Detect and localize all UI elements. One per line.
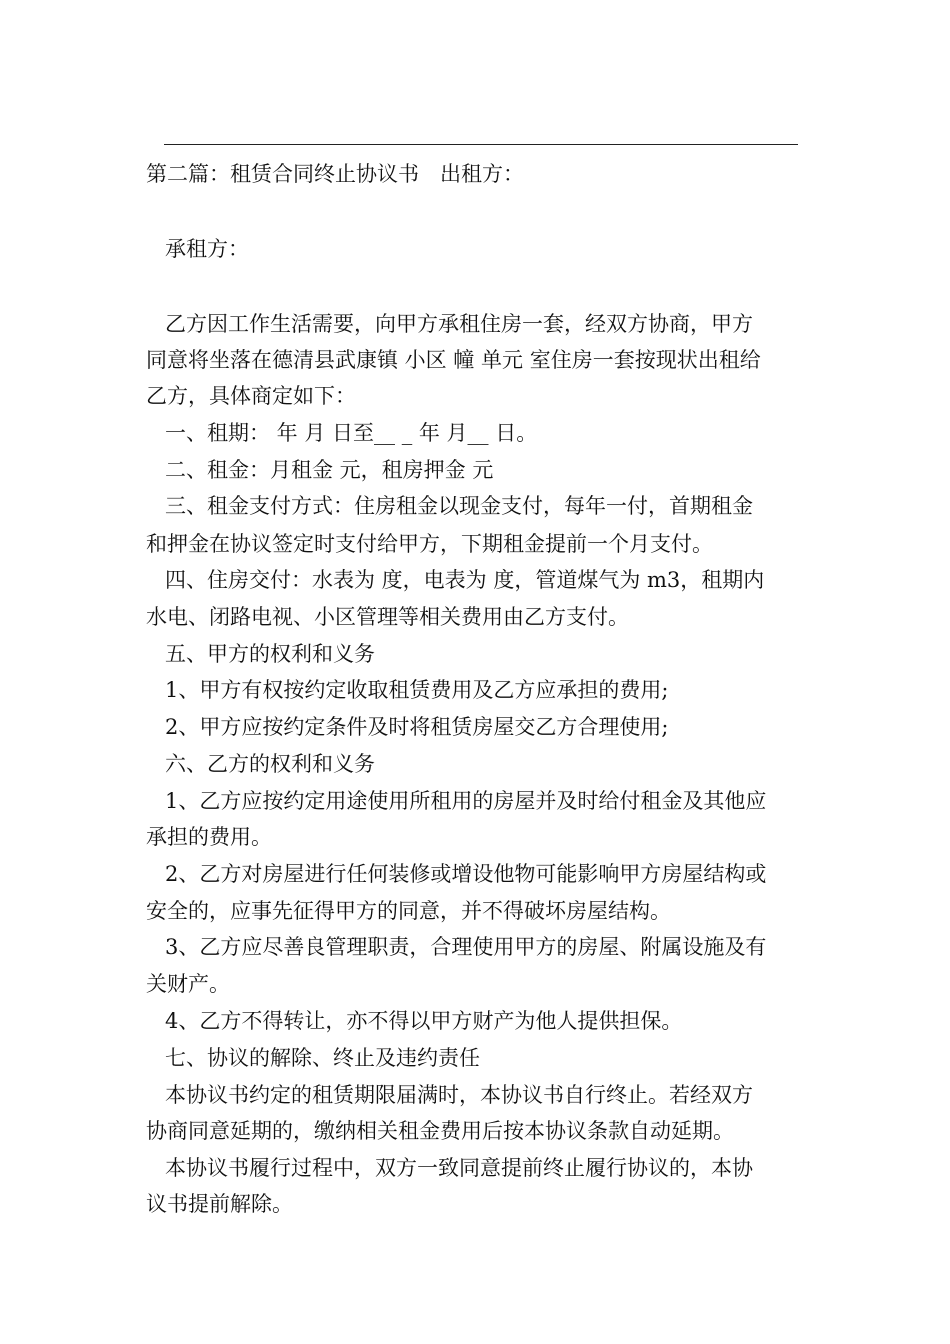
paragraph-line: 协商同意延期的，缴纳相关租金费用后按本协议条款自动延期。 [146, 1119, 734, 1143]
clause-line: 关财产。 [146, 972, 230, 996]
clause-line: 安全的，应事先征得甲方的同意，并不得破坏房屋结构。 [146, 899, 671, 923]
clause-line: 1、甲方有权按约定收取租赁费用及乙方应承担的费用; [165, 678, 669, 702]
paragraph-line: 乙方因工作生活需要，向甲方承租住房一套，经双方协商，甲方 [165, 312, 753, 336]
paragraph-line: 本协议书约定的租赁期限届满时，本协议书自行终止。若经双方 [165, 1083, 753, 1107]
tenant-label: 承租方： [165, 237, 249, 261]
clause-line: 一、租期： 年 月 日至__ _ 年 月__ 日。 [165, 421, 538, 445]
clause-line: 二、租金：月租金 元，租房押金 元 [165, 458, 494, 482]
clause-line: 承担的费用。 [146, 825, 272, 849]
section-heading: 七、协议的解除、终止及违约责任 [165, 1046, 480, 1070]
clause-line: 和押金在协议签定时支付给甲方，下期租金提前一个月支付。 [146, 532, 713, 556]
paragraph-line: 本协议书履行过程中，双方一致同意提前终止履行协议的，本协 [165, 1156, 753, 1180]
clause-line: 水电、闭路电视、小区管理等相关费用由乙方支付。 [146, 605, 629, 629]
section-heading: 五、甲方的权利和义务 [165, 642, 375, 666]
paragraph-line: 同意将坐落在德清县武康镇 小区 幢 单元 室住房一套按现状出租给 [146, 348, 761, 372]
clause-line: 4、乙方不得转让，亦不得以甲方财产为他人提供担保。 [165, 1009, 683, 1033]
section-heading: 六、乙方的权利和义务 [165, 752, 375, 776]
clause-line: 2、乙方对房屋进行任何装修或增设他物可能影响甲方房屋结构或 [165, 862, 767, 886]
clause-line: 2、甲方应按约定条件及时将租赁房屋交乙方合理使用; [165, 715, 669, 739]
clause-line: 三、租金支付方式：住房租金以现金支付，每年一付，首期租金 [165, 494, 753, 518]
paragraph-line: 乙方，具体商定如下： [146, 384, 356, 408]
doc-title-line: 第二篇：租赁合同终止协议书 出租方： [146, 162, 524, 186]
paragraph-line: 议书提前解除。 [146, 1192, 293, 1216]
clause-line: 四、住房交付：水表为 度，电表为 度，管道煤气为 m3，租期内 [165, 568, 765, 592]
top-separator-line [164, 144, 798, 145]
clause-line: 3、乙方应尽善良管理职责，合理使用甲方的房屋、附属设施及有 [165, 935, 767, 959]
clause-line: 1、乙方应按约定用途使用所租用的房屋并及时给付租金及其他应 [165, 789, 767, 813]
